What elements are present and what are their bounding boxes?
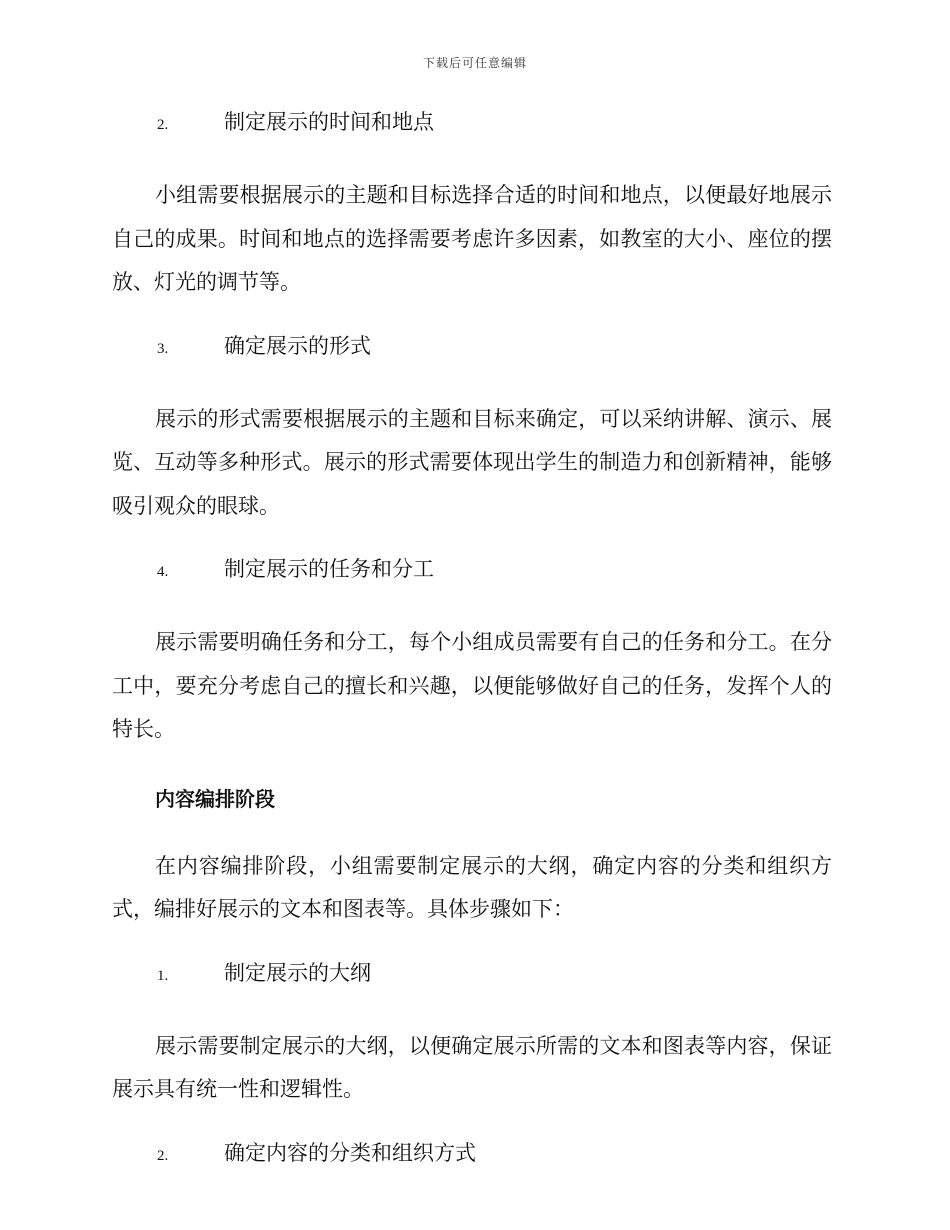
list-item-number: 2. — [157, 117, 169, 133]
page-header-note: 下载后可任意编辑 — [422, 56, 527, 70]
list-item — [112, 106, 832, 150]
list-item — [112, 553, 832, 597]
list-item-number: 2. — [157, 1147, 169, 1164]
body-paragraph: 展示需要制定展示的大纲，以便确定展示所需的文本和图表等内容，保证展示具有统一性和逻辑性。 — [112, 1033, 832, 1101]
list-item-number: 1. — [157, 967, 169, 984]
list-item-heading: 制定展示的大纲 — [224, 960, 371, 985]
body-paragraph: 小组需要根据展示的主题和目标选择合适的时间和地点，以便最好地展示自己的成果。时间和地点的选择需要考虑许多因素，如教室的大小、座位的摆放、灯光的调节等。 — [112, 183, 832, 294]
list-item-heading: 制定展示的时间和地点 — [224, 110, 434, 134]
list-item-heading: 确定展示的形式 — [224, 333, 371, 358]
body-paragraph: 展示的形式需要根据展示的主题和目标来确定，可以采纳讲解、演示、展览、互动等多种形式。展示的形式需要体现出学生的制造力和创新精神，能够吸引观众的眼球。 — [112, 406, 832, 518]
list-item-number: 4. — [157, 564, 169, 580]
document-body — [112, 106, 832, 1205]
body-paragraph: 展示需要明确任务和分工，每个小组成员需要有自己的任务和分工。在分工中，要充分考虑自己的擅长和兴趣，以便能够做好自己的任务，发挥个人的特长。 — [112, 630, 832, 741]
body-paragraph: 在内容编排阶段，小组需要制定展示的大纲，确定内容的分类和组织方式，编排好展示的文本和图表等。具体步骤如下： — [112, 853, 832, 921]
list-item-heading: 确定内容的分类和组织方式 — [224, 1140, 476, 1165]
section-heading: 内容编排阶段 — [155, 786, 275, 811]
list-item-heading: 制定展示的任务和分工 — [224, 557, 434, 581]
list-item — [112, 330, 832, 374]
list-item — [112, 957, 832, 1001]
list-item — [112, 1137, 832, 1181]
list-item-number: 3. — [157, 340, 169, 357]
